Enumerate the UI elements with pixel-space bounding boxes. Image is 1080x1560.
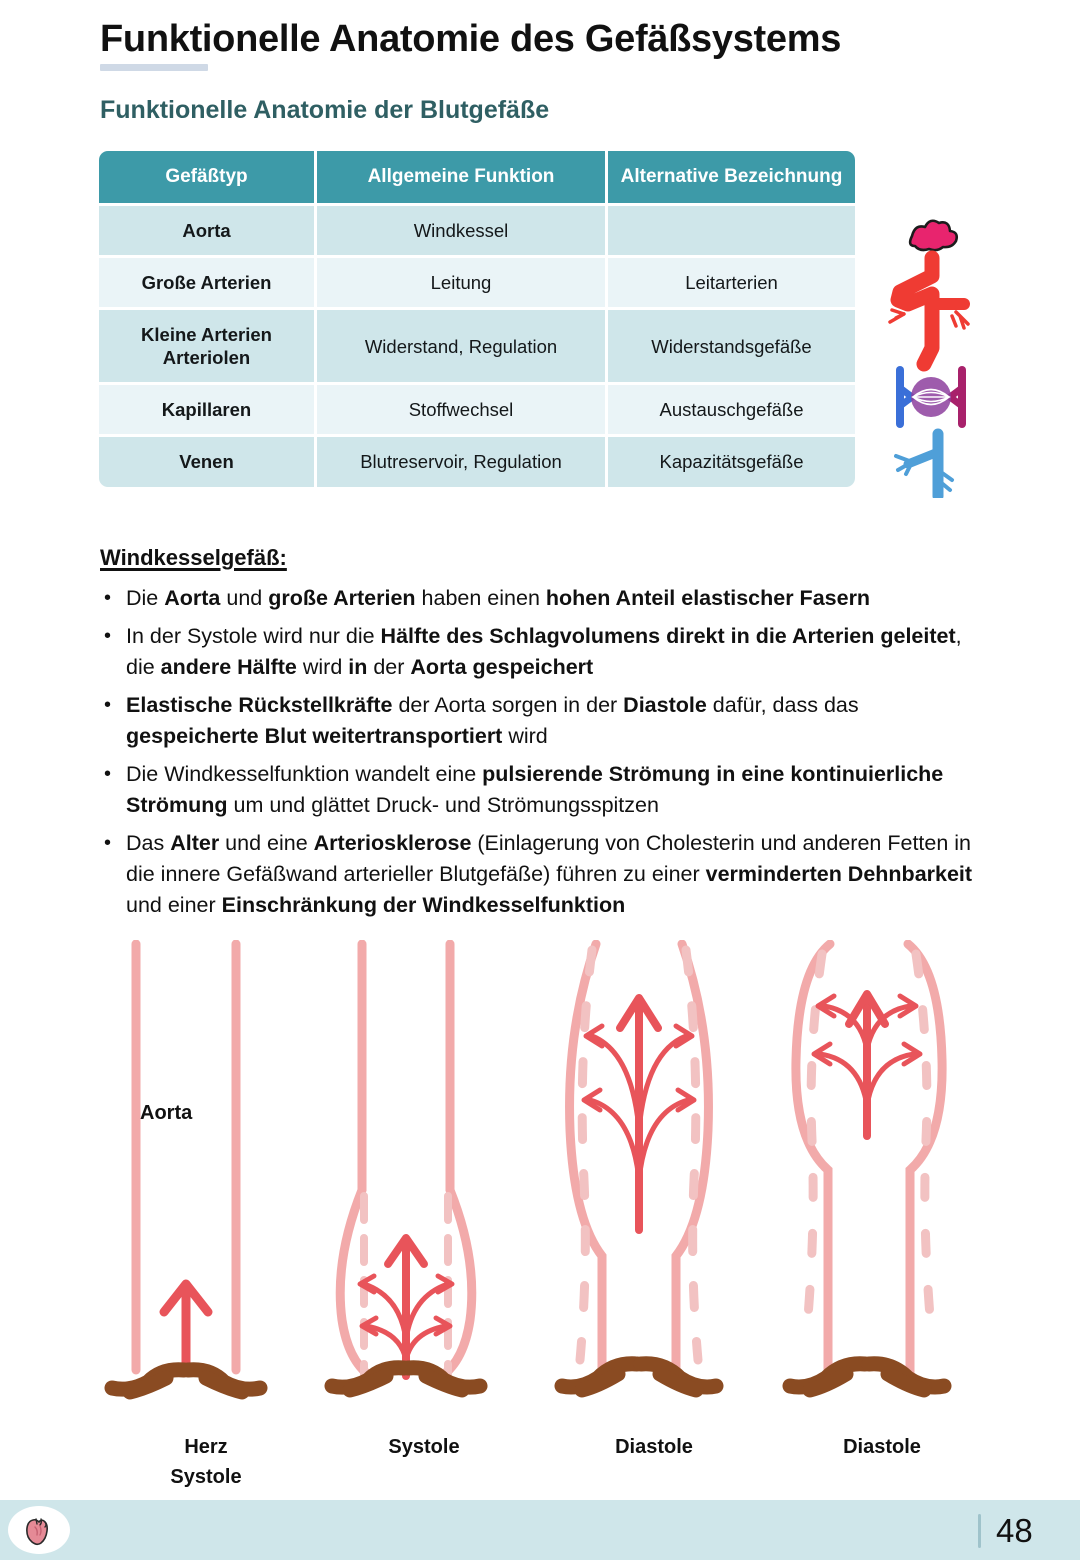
list-item-text: Die Windkesselfunktion wandelt eine pulsierende Strömung in eine kontinuierliche Strömung um und glättet Druck- und Strömungsspitzen bbox=[126, 762, 944, 817]
cell-function: Leitung bbox=[317, 258, 605, 307]
cell-function: Blutreservoir, Regulation bbox=[317, 437, 605, 486]
heart-base-shape bbox=[790, 1364, 944, 1390]
panel-caption-line1: Herz bbox=[184, 1436, 228, 1458]
title-underline-accent bbox=[100, 64, 208, 71]
bullet-marker-icon: • bbox=[104, 763, 112, 785]
page-subtitle: Funktionelle Anatomie der Blutgefäße bbox=[100, 96, 550, 124]
bullet-marker-icon: • bbox=[104, 832, 112, 854]
list-item bbox=[100, 690, 978, 752]
cell-alternative bbox=[608, 206, 855, 255]
aorta-label: Aorta bbox=[140, 1102, 193, 1124]
table-row bbox=[99, 385, 855, 434]
list-item bbox=[100, 583, 978, 614]
bullet-marker-icon: • bbox=[104, 587, 112, 609]
bullet-marker-icon: • bbox=[104, 694, 112, 716]
cell-alternative: Austauschgefäße bbox=[608, 385, 855, 434]
panel-caption-line1: Systole bbox=[388, 1436, 460, 1458]
blood-flow-arrow-icon bbox=[164, 1284, 208, 1372]
bullet-marker-icon: • bbox=[104, 625, 112, 647]
blood-flow-arrow-icon bbox=[360, 1238, 452, 1376]
table-header-row bbox=[99, 151, 855, 203]
panel-caption-line1: Diastole bbox=[843, 1436, 921, 1458]
list-item bbox=[100, 828, 978, 921]
vessel-types-illustration bbox=[872, 212, 990, 498]
heart-glyph-icon bbox=[910, 221, 957, 250]
panel-caption-line2: Systole bbox=[170, 1466, 242, 1488]
list-item-text: Das Alter und eine Arteriosklerose (Einlagerung von Cholesterin und anderen Fetten in die innere Gefäßwand arterieller Blutgefäße) führen zu einer verminderten Dehnbarkeit und einer Einschränkung der Windkesselfunktion bbox=[126, 831, 973, 917]
windkessel-diagram bbox=[96, 940, 996, 1500]
table-row bbox=[99, 258, 855, 307]
artery-glyph-icon bbox=[890, 258, 968, 364]
column-header-gefaesstyp: Gefäßtyp bbox=[99, 151, 314, 203]
table-row bbox=[99, 437, 855, 486]
diagram-panel-1 bbox=[96, 940, 316, 1500]
cell-function: Stoffwechsel bbox=[317, 385, 605, 434]
blood-flow-arrow-icon bbox=[584, 998, 694, 1230]
list-item-text: Elastische Rückstellkräfte der Aorta sorgen in der Diastole dafür, dass das gespeicherte Blut weitertransportiert wird bbox=[126, 693, 859, 748]
list-item-text: In der Systole wird nur die Hälfte des Schlagvolumens direkt in die Arterien geleitet, die andere Hälfte wird in der Aorta gespeichert bbox=[126, 624, 962, 679]
page-title: Funktionelle Anatomie des Gefäßsystems bbox=[100, 18, 842, 60]
cell-type: Aorta bbox=[99, 206, 314, 255]
diagram-panel-3 bbox=[544, 940, 764, 1500]
diagram-panel-4 bbox=[772, 940, 992, 1500]
section-heading: Windkesselgefäß: bbox=[100, 545, 287, 570]
vessel-types-table bbox=[96, 148, 858, 490]
vein-glyph-icon bbox=[896, 434, 952, 496]
table-row bbox=[99, 206, 855, 255]
cell-function: Windkessel bbox=[317, 206, 605, 255]
cell-function: Widerstand, Regulation bbox=[317, 310, 605, 382]
heart-base-shape bbox=[562, 1364, 716, 1390]
list-item bbox=[100, 759, 978, 821]
cell-type: Kapillaren bbox=[99, 385, 314, 434]
cell-type: Große Arterien bbox=[99, 258, 314, 307]
bullet-list bbox=[100, 583, 978, 928]
page-footer bbox=[0, 1500, 1080, 1560]
panel-caption-line1: Diastole bbox=[615, 1436, 693, 1458]
list-item-text: Die Aorta und große Arterien haben einen hohen Anteil elastischer Fasern bbox=[126, 586, 871, 610]
footer-divider bbox=[978, 1514, 981, 1548]
table-body bbox=[99, 206, 855, 487]
cell-type: Venen bbox=[99, 437, 314, 486]
anatomical-heart-icon bbox=[22, 1513, 56, 1547]
cell-alternative: Leitarterien bbox=[608, 258, 855, 307]
footer-logo bbox=[8, 1506, 70, 1554]
page-title-wrap bbox=[100, 18, 841, 61]
cell-alternative: Widerstandsgefäße bbox=[608, 310, 855, 382]
column-header-funktion: Allgemeine Funktion bbox=[317, 151, 605, 203]
capillary-bed-glyph-icon bbox=[900, 370, 962, 424]
list-item bbox=[100, 621, 978, 683]
cell-alternative: Kapazitätsgefäße bbox=[608, 437, 855, 486]
table-row bbox=[99, 310, 855, 382]
column-header-alternative: Alternative Bezeichnung bbox=[608, 151, 855, 203]
diagram-panel-2 bbox=[314, 940, 534, 1500]
page-number: 48 bbox=[996, 1512, 1033, 1549]
blood-flow-arrow-icon bbox=[814, 994, 920, 1136]
cell-type: Kleine Arterien Arteriolen bbox=[99, 310, 314, 382]
